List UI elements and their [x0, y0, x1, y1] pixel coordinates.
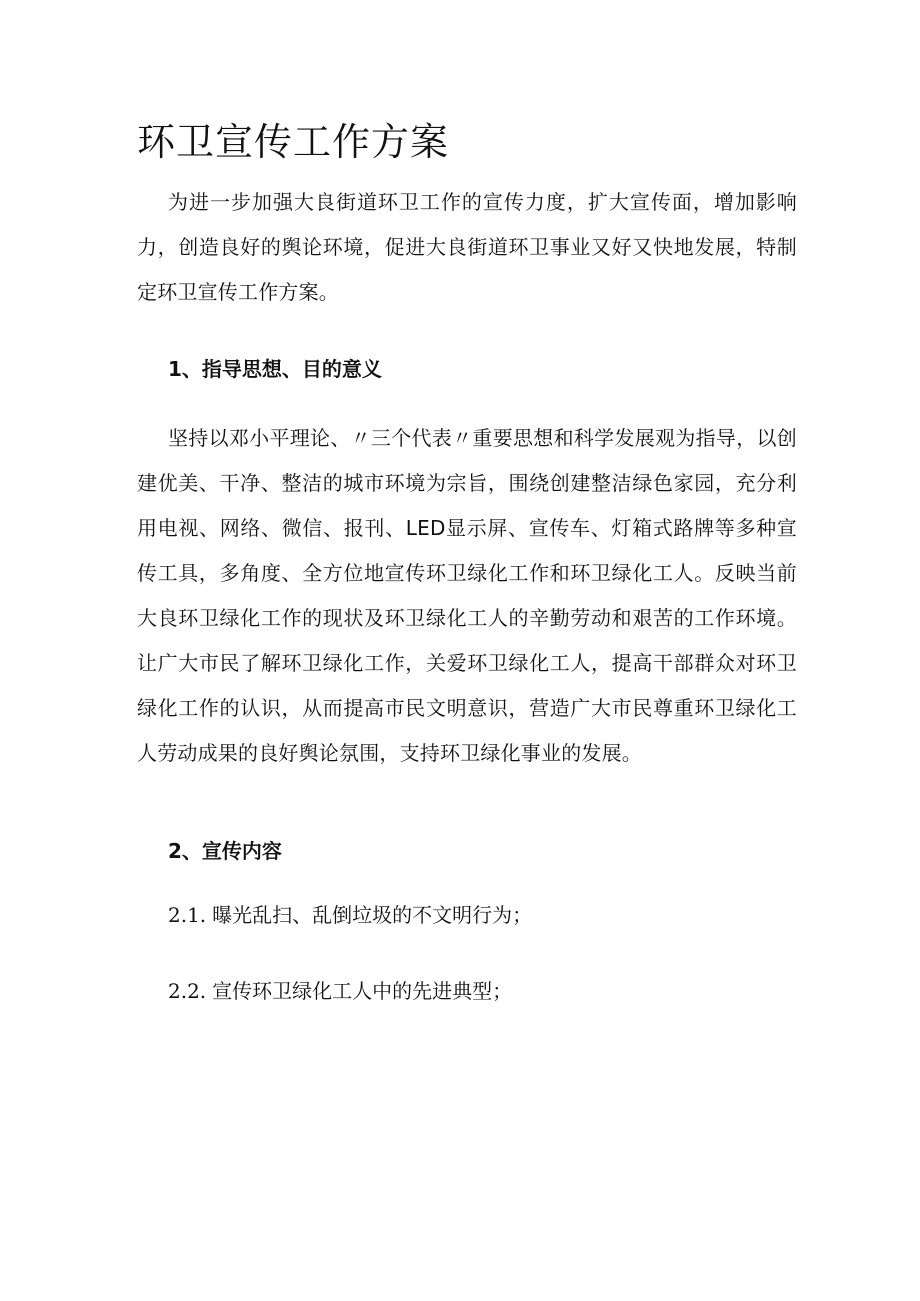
list-item-text: 宣传环卫绿化工人中的先进典型； [212, 979, 513, 1003]
list-item-number: 2.1. [168, 903, 207, 927]
section-2-heading: 2、宣传内容 [168, 839, 282, 863]
list-item [168, 976, 512, 1006]
document-title: 环卫宣传工作方案 [137, 120, 450, 164]
list-item [168, 900, 532, 930]
intro-paragraph: 为进一步加强大良街道环卫工作的宣传力度，扩大宣传面，增加影响力，创造良好的舆论环境，促进大良街道环卫事业又好又快地发展，特制定环卫宣传工作方案。 [137, 190, 797, 304]
list-item-text: 曝光乱扫、乱倒垃圾的不文明行为； [212, 903, 533, 927]
section-1-heading: 1、指导思想、目的意义 [168, 357, 382, 381]
section-1-body: 坚持以邓小平理论、〃三个代表〃重要思想和科学发展观为指导，以创建优美、干净、整洁的城市环境为宗旨，围绕创建整洁绿色家园，充分利用电视、网络、微信、报刊、LED显示屏、宣传车、灯箱式路牌等多种宣传工具，多角度、全方位地宣传环卫绿化工作和环卫绿化工人。反映当前大良环卫绿化工作的现状及环卫绿化工人的辛勤劳动和艰苦的工作环境。让广大市民了解环卫绿化工作，关爱环卫绿化工人，提高干部群众对环卫绿化工作的认识，从而提高市民文明意识，营造广大市民尊重环卫绿化工人劳动成果的良好舆论氛围，支持环卫绿化事业的发展。 [137, 426, 797, 765]
list-item-number: 2.2. [168, 979, 207, 1003]
